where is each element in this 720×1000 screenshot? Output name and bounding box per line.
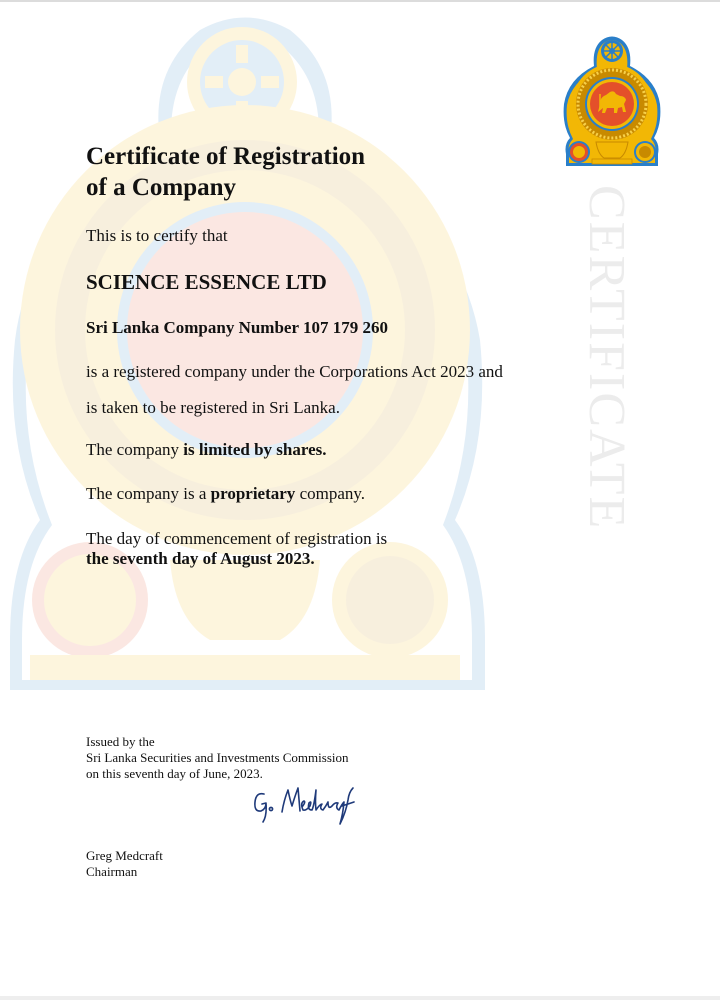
limited-bold: is limited by shares. [183, 440, 327, 459]
intro-text: This is to certify that [86, 226, 228, 245]
limited-statement [86, 440, 327, 460]
company-name: SCIENCE ESSENCE LTD [86, 270, 327, 294]
limited-prefix: The company [86, 440, 184, 459]
issuer-line-2: Sri Lanka Securities and Investments Commission [86, 750, 349, 765]
issuer-block [86, 734, 349, 782]
page-top-border [0, 0, 720, 2]
registration-line-1: is a registered company under the Corporations Act 2023 and [86, 362, 503, 381]
company-number: Sri Lanka Company Number 107 179 260 [86, 318, 388, 337]
signature-icon [250, 782, 365, 827]
signer-title: Chairman [86, 864, 138, 879]
registration-line-2: is taken to be registered in Sri Lanka. [86, 398, 340, 417]
title-line-2: of a Company [86, 174, 237, 201]
commencement-date-bold: the seventh day of August 2023. [86, 549, 315, 568]
issuer-line-3: on this seventh day of June, 2023. [86, 766, 263, 781]
type-bold: proprietary [210, 484, 296, 503]
emblem-watermark [0, 0, 500, 710]
page-bottom-border [0, 996, 720, 1000]
certificate-vertical-watermark: CERTIFICATE [578, 185, 635, 531]
certificate-title [86, 141, 365, 203]
type-prefix: The company is a [86, 484, 211, 503]
type-suffix: company. [295, 484, 366, 503]
signer-name: Greg Medcraft [86, 848, 163, 863]
sri-lanka-emblem-icon [562, 34, 662, 169]
title-line-1: Certificate of Registration [86, 143, 366, 170]
commencement-date [86, 549, 315, 569]
signer-block [86, 848, 163, 880]
issuer-line-1: Issued by the [86, 734, 155, 749]
commencement-line: The day of commencement of registration is [86, 529, 388, 548]
company-type-statement [86, 484, 365, 504]
